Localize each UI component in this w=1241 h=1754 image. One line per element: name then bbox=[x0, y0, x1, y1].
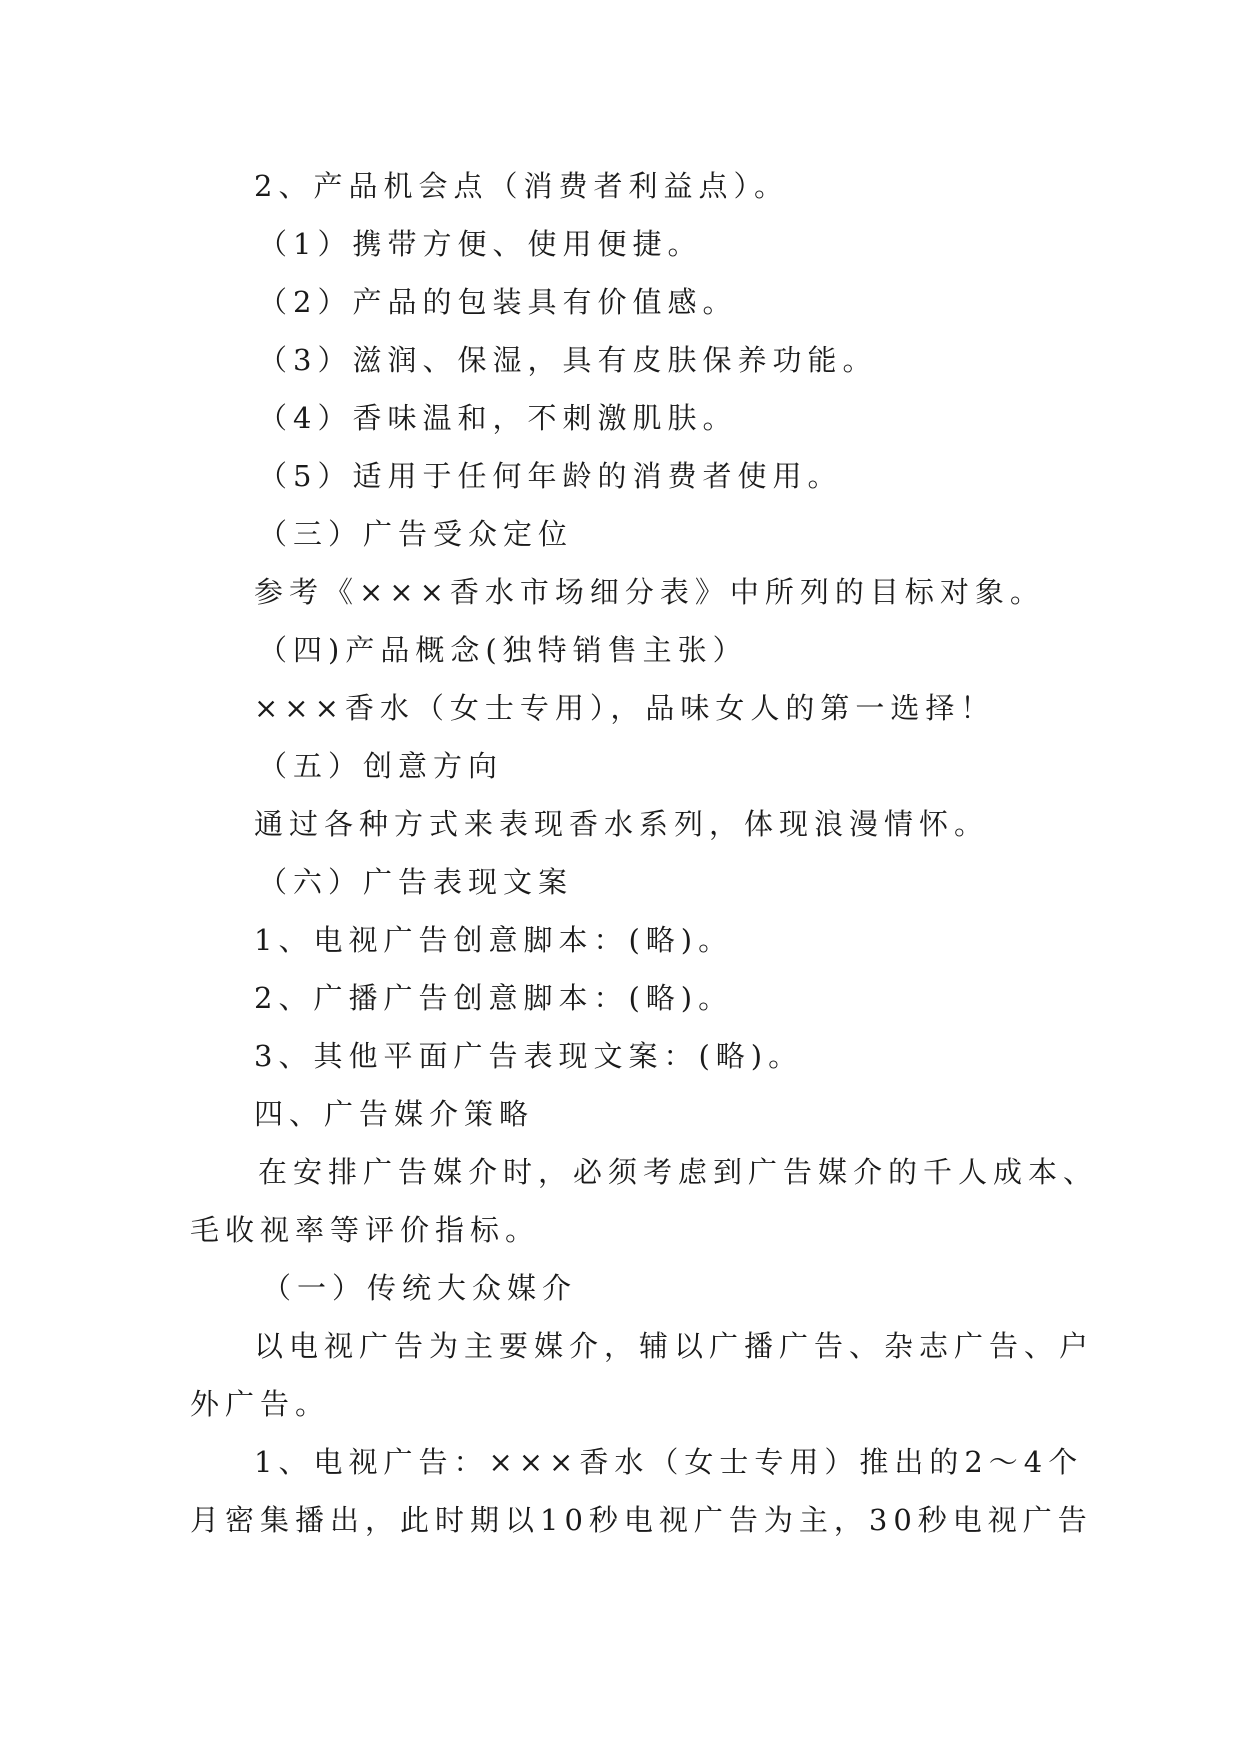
section-heading: （一）传统大众媒介 bbox=[262, 1271, 578, 1305]
text-line: 3、其他平面广告表现文案：(略)。 bbox=[254, 1039, 804, 1073]
text-line: 通过各种方式来表现香水系列，体现浪漫情怀。 bbox=[254, 807, 990, 841]
text-line: 在安排广告媒介时，必须考虑到广告媒介的千人成本、 bbox=[258, 1155, 1099, 1189]
text-line: 2、广播广告创意脚本：(略)。 bbox=[254, 981, 734, 1015]
text-line: （2）产品的包装具有价值感。 bbox=[258, 285, 738, 319]
text-line: （4）香味温和，不刺激肌肤。 bbox=[258, 401, 738, 435]
text-line: （5）适用于任何年龄的消费者使用。 bbox=[258, 459, 843, 493]
text-line: 毛收视率等评价指标。 bbox=[190, 1213, 541, 1247]
text-line: 外广告。 bbox=[190, 1387, 331, 1421]
text-line: 2、产品机会点（消费者利益点）。 bbox=[254, 169, 789, 203]
text-line: 月密集播出，此时期以10秒电视广告为主，30秒电视广告 bbox=[190, 1503, 1093, 1537]
text-line: 以电视广告为主要媒介，辅以广播广告、杂志广告、户 bbox=[254, 1329, 1095, 1363]
text-line: 参考《×××香水市场细分表》中所列的目标对象。 bbox=[254, 575, 1045, 609]
section-heading: （六）广告表现文案 bbox=[258, 865, 574, 899]
text-line: 1、电视广告创意脚本：(略)。 bbox=[254, 923, 734, 957]
section-heading: （三）广告受众定位 bbox=[258, 517, 574, 551]
section-heading: （五）创意方向 bbox=[258, 749, 504, 783]
text-line: 1、电视广告：×××香水（女士专用）推出的2～4个 bbox=[254, 1445, 1084, 1479]
section-heading: （四)产品概念(独特销售主张） bbox=[258, 633, 748, 667]
section-heading: 四、广告媒介策略 bbox=[254, 1097, 535, 1131]
text-line: （3）滋润、保湿，具有皮肤保养功能。 bbox=[258, 343, 878, 377]
text-line: ×××香水（女士专用），品味女人的第一选择！ bbox=[254, 691, 996, 725]
text-line: （1）携带方便、使用便捷。 bbox=[258, 227, 703, 261]
